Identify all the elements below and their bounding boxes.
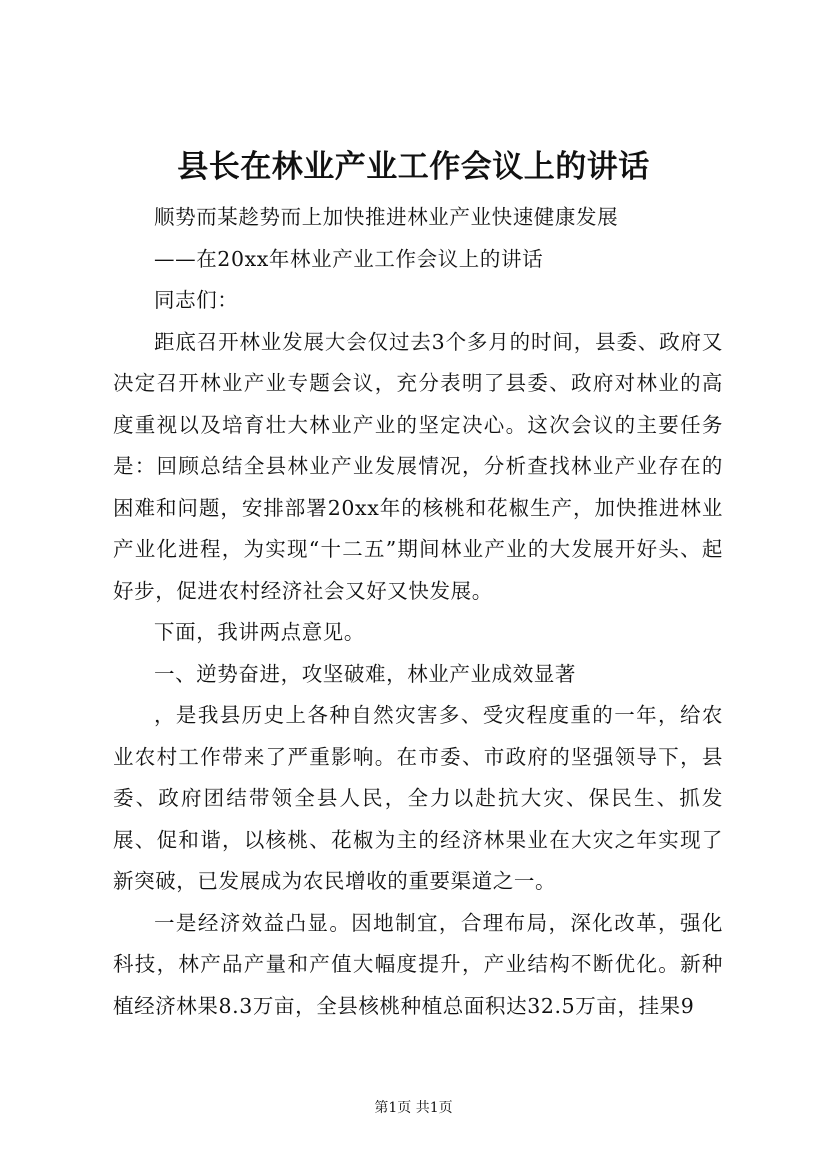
subtitle-speech-note: ——在20xx年林业产业工作会议上的讲话 <box>154 246 544 271</box>
body-paragraph: 下面，我讲两点意见。 <box>154 620 365 644</box>
body-paragraph: 一是经济效益凸显。因地制宜，合理布局，深化改革，强化科技，林产品产量和产值大幅度提升，产业结构不断优化。新种植经济林果8.3万亩，全县核桃种植总面积达32.5万亩，挂果9 <box>113 910 723 1018</box>
section-heading: 一、逆势奋进，攻坚破难，林业产业成效显著 <box>154 661 576 686</box>
page-footer: 第1页 共1页 <box>374 1100 453 1116</box>
subtitle: 顺势而某趁势而上加快推进林业产业快速健康发展 <box>154 205 619 229</box>
body-paragraph: ，是我县历史上各种自然灾害多、受灾程度重的一年，给农业农村工作带来了严重影响。在市委、市政府的坚强领导下，县委、政府团结带领全县人民，全力以赴抗大灾、保民生、抓发展、促和谐，以核桃、花椒为主的经济林果业在大灾之年实现了新突破，已发展成为农民增收的重要渠道之一。 <box>113 703 723 893</box>
body-paragraph: 距底召开林业发展大会仅过去3个多月的时间，县委、政府又决定召开林业产业专题会议，充分表明了县委、政府对林业的高度重视以及培育壮大林业产业的坚定决心。这次会议的主要任务是：回顾总结全县林业产业发展情况，分析查找林业产业存在的困难和问题，安排部署20xx年的核桃和花椒生产，加快推进林业产业化进程，为实现“十二五”期间林业产业的大发展开好头、起好步，促进农村经济社会又好又快发展。 <box>113 329 723 603</box>
document-body <box>113 197 723 1027</box>
document-title: 县长在林业产业工作会议上的讲话 <box>177 149 650 185</box>
salutation: 同志们： <box>154 288 239 312</box>
